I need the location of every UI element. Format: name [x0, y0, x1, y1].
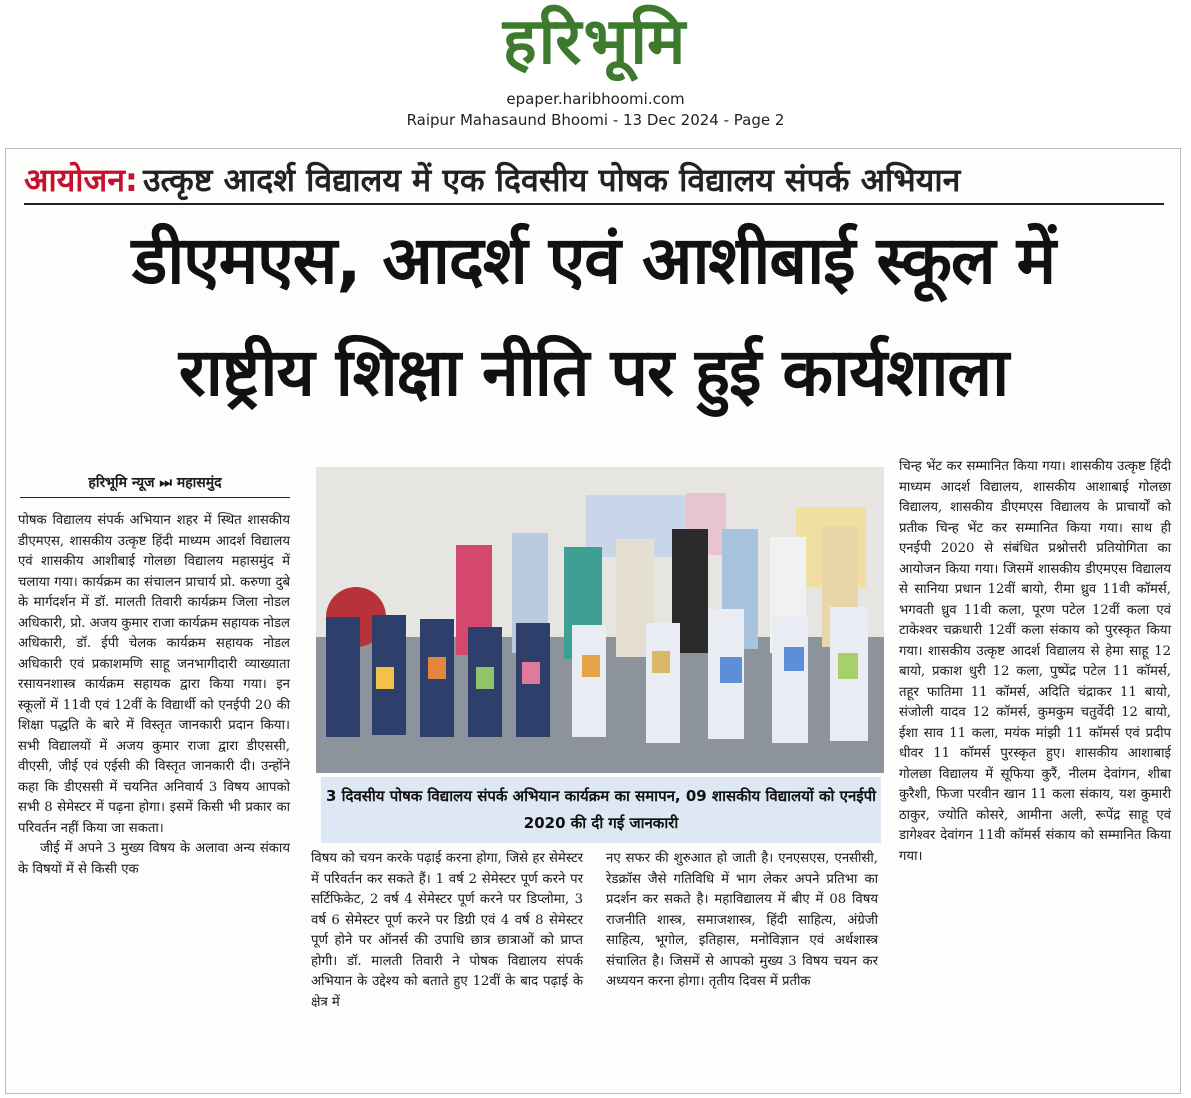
column-1-text: पोषक विद्यालय संपर्क अभियान शहर में स्थित शासकीय डीएमएस, शासकीय उत्कृष्ट हिंदी माध्यम आदर्श विद्यालय एवं शासकीय आशीबाई गोलछा विद्यालय महासमुंद में चलाया गया। कार्यक्रम का संचालन प्राचार्य प्रो. करुणा दुबे के मार्गदर्शन में डॉ. मालती तिवारी कार्यक्रम जिला नोडल अधिकारी, प्रो. अजय कुमार राजा कार्यक्रम सहायक नोडल अधिकारी, डॉ. ईपी चेलक कार्यक्रम सहायक नोडल अधिकारी एवं प्रकाशमणि साहू जनभागीदारी व्याख्याता रसायनशास्त्र कार्यक्रम सहायक द्वारा किया गया। इन स्कूलों में 11वी एवं 12वीं के विद्यार्थी को एनईपी 20 की शिक्षा पद्धति के बारे में विस्तृत जानकारी प्रदान किया। सभी विद्यालयों में अजय कुमार राजा द्वारा डीएससी, वीएसी, जीई एवं एईसी की विस्तृत जानकारी दी। उन्होंने कहा कि डीएससी में चयनित अनिवार्य 3 विषय आपको सभी 8 सेमेस्टर में पढ़ना होगा। इसमें किसी भी प्रकार का परिवर्तन नहीं किया जा सकता।: [18, 513, 290, 836]
site-url[interactable]: epaper.haribhoomi.com: [506, 90, 685, 108]
article-column-2: [311, 849, 583, 1013]
column-2-text: विषय को चयन करके पढ़ाई करना होगा, जिसे हर सेमेस्टर में परिवर्तन कर सकते हैं। 1 वर्ष 2 सेमेस्टर पूर्ण करने पर सर्टिफिकेट, 2 वर्ष 4 सेमेस्टर पूर्ण करने पर डिप्लोमा, 3 वर्ष 6 सेमेस्टर पूर्ण करने पर डिग्री एवं 4 वर्ष 8 सेमेस्टर पूर्ण होने पर ऑनर्स की उपाधि छात्र छात्राओं को प्राप्त होगी। डॉ. मालती तिवारी ने पोषक विद्यालय संपर्क अभियान के उद्देश्य को बताते हुए 12वीं के बाद पढ़ाई के क्षेत्र में: [311, 851, 583, 1010]
newspaper-page: [5, 148, 1181, 1094]
photo-caption: 3 दिवसीय पोषक विद्यालय संपर्क अभियान कार्यक्रम का समापन, 09 शासकीय विद्यालयों को एनईपी 2020 की दी गई जानकारी: [321, 777, 881, 843]
edition-info: Raipur Mahasaund Bhoomi - 13 Dec 2024 - Page 2: [406, 111, 785, 129]
headline-line-1: डीएमएस, आदर्श एवं आशीबाई स्कूल में: [131, 222, 1056, 299]
masthead: [0, 0, 1191, 140]
article-column-3: [606, 849, 878, 993]
article-column-1: [18, 511, 290, 880]
byline: हरिभूमि न्यूज ⏭ महासमुंद: [20, 471, 290, 498]
column-4-text: चिन्ह भेंट कर सम्मानित किया गया। शासकीय उत्कृष्ट हिंदी माध्यम आदर्श विद्यालय, शासकीय आशाबाई गोलछा विद्यालय, शासकीय डीएमएस विद्यालय के प्राचार्यों को प्रतीक चिन्ह भेंट कर सम्मानित किया गया। साथ ही एनईपी 2020 से संबंधित प्रश्नोत्तरी प्रतियोगिता का आयोजन किया गया। जिसमें शासकीय डीएमएस विद्यालय से सानिया प्रधान 12वीं बायो, रीमा ध्रुव 11वी कॉमर्स, भगवती ध्रुव 11वी कला, पूरण पटेल 12वीं कला एवं टाकेश्वर चक्रधारी 12वीं कला संकाय को पुरस्कृत किया गया। शासकीय उत्कृष्ट आदर्श विद्यालय से हेमा साहू 12 बायो, प्रकाश धुरी 12 कला, पुष्पेंद्र पटेल 11 कॉमर्स, तहूर फातिमा 11 कॉमर्स, अदिति चंद्राकर 11 बायो, संजोली यादव 12 कॉमर्स, कुमकुम चतुर्वेदी 12 बायो, ईशा साव 11 कला, मयंक मांझी 11 कॉमर्स एवं प्रदीप धीवर 11 कॉमर्स पुरस्कृत हुए। शासकीय आशाबाई गोलछा विद्यालय में सूफिया कुरैं, नीलम देवांगन, शीबा कुरैशी, फिजा परवीन खान 11 कला संकाय, यश कुमारी ठाकुर, ज्योति कोसरे, आमीना अली, रूपेंद्र साहू एवं डागेश्वर देवांगन 11वी कॉमर्स संकाय को सम्मानित किया गया।: [899, 459, 1171, 864]
article-kicker: [24, 157, 1164, 205]
headline-line-2: राष्ट्रीय शिक्षा नीति पर हुई कार्यशाला: [178, 334, 1009, 411]
kicker-label: आयोजन:: [24, 161, 138, 199]
article-column-4: [899, 457, 1171, 867]
column-3-text: नए सफर की शुरुआत हो जाती है। एनएसएस, एनसीसी, रेडक्रॉस जैसे गतिविधि में भाग लेकर अपने प्रतिभा का प्रदर्शन कर सकते है। महाविद्यालय में बीए में 08 विषय राजनीति शास्त्र, समाजशास्त्र, हिंदी साहित्य, अंग्रेजी साहित्य, भूगोल, इतिहास, मनोविज्ञान एवं अर्थशास्त्र संचालित है। जिसमें से आपको मुख्य 3 विषय चयन कर अध्ययन करना होगा। तृतीय दिवस में प्रतीक: [606, 851, 878, 989]
kicker-text: उत्कृष्ट आदर्श विद्यालय में एक दिवसीय पोषक विद्यालय संपर्क अभियान: [142, 161, 961, 199]
event-photo: [316, 467, 884, 773]
event-photo-illustration: [316, 467, 884, 773]
column-1-text-b: जीई में अपने 3 मुख्य विषय के अलावा अन्य संकाय के विषयों में से किसी एक: [18, 841, 290, 877]
newspaper-logo: हरिभूमि: [502, 5, 688, 79]
